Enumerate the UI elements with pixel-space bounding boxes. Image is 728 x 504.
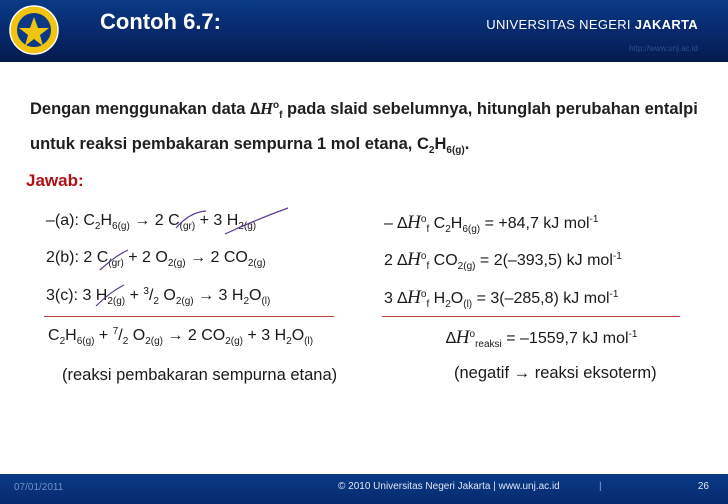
- eq-text: H: [429, 290, 446, 307]
- footer-separator: |: [599, 481, 602, 492]
- eq-text: → 2 CO: [162, 327, 226, 344]
- footer-date: 07/01/2011: [14, 482, 64, 493]
- eq-text: = –1559,7 kJ mol: [501, 330, 629, 347]
- university-emph: JAKARTA: [634, 17, 698, 32]
- eq-text: –(a): C: [46, 212, 95, 229]
- eq-sup: o: [469, 329, 476, 340]
- eq-sup: o: [420, 251, 427, 262]
- eq-text: → 3 H: [193, 287, 244, 304]
- eq-text: O: [158, 287, 176, 304]
- eq-sub: 2: [445, 224, 451, 235]
- eq-text: H: [100, 212, 113, 229]
- eq-text: O: [128, 327, 146, 344]
- eq-sub: 2: [59, 336, 66, 347]
- eq-sub: (l): [463, 299, 473, 310]
- formula-text: H: [434, 135, 447, 153]
- eq-text: → 2 CO: [185, 249, 248, 266]
- eq-sub: 6(g): [112, 221, 130, 232]
- eq-sub: 2(g): [238, 221, 257, 232]
- footer-copyright: © 2010 Universitas Negeri Jakarta | www.unj.ac.id: [338, 481, 560, 492]
- enthalpy-symbol: H: [407, 212, 421, 233]
- eq-text: /: [148, 287, 154, 304]
- question-line-2: [30, 135, 469, 154]
- eq-sub: 6(g): [462, 224, 481, 235]
- eq-sub: (l): [261, 296, 271, 307]
- header-url: http://www.unj.ac.id: [629, 44, 698, 53]
- eq-sup: -1: [612, 251, 622, 262]
- question-text: untuk reaksi pembakaran sempurna 1 mol etana, C: [30, 135, 429, 153]
- question-text: Dengan menggunakan data: [30, 100, 251, 118]
- eq-sub: f: [426, 224, 430, 235]
- reaction-b-enthalpy: [384, 249, 622, 271]
- eq-text: 3 ∆: [384, 290, 408, 307]
- footer-bar: [0, 474, 728, 504]
- eq-sub: (gr): [108, 258, 124, 269]
- eq-sup: o: [420, 289, 427, 300]
- eq-text: – ∆: [384, 215, 408, 232]
- eq-sub: 2(g): [457, 261, 476, 272]
- eq-text: + 3 H: [195, 212, 239, 229]
- enthalpy-symbol: H: [455, 327, 470, 348]
- page-number: 26: [697, 481, 709, 492]
- delta-symbol: ∆: [446, 330, 456, 347]
- eq-sup: o: [420, 214, 427, 225]
- eq-text: = 2(–393,5) kJ mol: [475, 252, 613, 269]
- eq-text: = 3(–285,8) kJ mol: [472, 290, 610, 307]
- eq-text: /: [118, 327, 123, 344]
- slide-title: Contoh 6.7:: [100, 9, 221, 34]
- eq-text: C: [48, 327, 60, 344]
- enthalpy-symbol: H: [260, 99, 273, 118]
- eq-sub: 6(g): [76, 336, 95, 347]
- note-right: (negatif → reaksi eksoterm): [454, 364, 657, 382]
- eq-text: H: [450, 215, 463, 232]
- eq-sup: -1: [609, 289, 619, 300]
- university-prefix: UNIVERSITAS NEGERI: [486, 17, 631, 32]
- sum-line-left: [44, 316, 334, 317]
- eq-sup: -1: [628, 329, 638, 340]
- eq-sub: 2: [122, 336, 129, 347]
- overall-enthalpy: [446, 327, 637, 349]
- eq-sub: reaksi: [475, 339, 502, 350]
- question-line-1: [30, 99, 698, 119]
- university-name: [486, 17, 698, 32]
- answer-label: Jawab:: [26, 171, 84, 190]
- eq-text: +: [125, 287, 144, 304]
- question-text: pada slaid sebelumnya, hitunglah perubahan entalpi: [282, 100, 698, 118]
- eq-text: O: [249, 287, 262, 304]
- question-text: .: [464, 135, 470, 153]
- eq-sub: 2: [153, 296, 159, 307]
- eq-sub: 2(g): [167, 258, 186, 269]
- sum-line-right: [382, 316, 680, 317]
- overall-equation: [48, 327, 313, 345]
- eq-text: 3(c): 3 H: [46, 287, 108, 304]
- unj-logo-icon: [8, 4, 60, 56]
- reaction-a-equation: [46, 212, 256, 230]
- eq-sub: 2: [286, 336, 292, 347]
- formula-subscript: 2: [428, 145, 435, 156]
- eq-text: + 2 O: [123, 249, 168, 266]
- eq-sub: (gr): [179, 221, 196, 232]
- eq-sub: f: [426, 261, 430, 272]
- eq-sub: f: [426, 299, 430, 310]
- eq-text: + 3 H: [243, 327, 287, 344]
- header-banner: [0, 0, 728, 62]
- eq-text: 2 ∆: [384, 252, 408, 269]
- eq-sup: 7: [112, 326, 119, 337]
- eq-sub: 2: [94, 221, 101, 232]
- eq-sub: 2(g): [145, 336, 163, 347]
- reaction-a-enthalpy: [384, 212, 598, 234]
- eq-sup: 3: [143, 286, 149, 297]
- eq-sub: 2(g): [175, 296, 194, 307]
- eq-sup: -1: [589, 214, 599, 225]
- enthalpy-symbol: H: [407, 249, 421, 270]
- eq-sub: 2(g): [247, 258, 266, 269]
- eq-text: 2(b): 2 C: [46, 249, 109, 266]
- eq-text: +: [94, 327, 113, 344]
- eq-sub: (l): [304, 336, 314, 347]
- eq-text: CO: [429, 252, 458, 269]
- eq-text: O: [291, 327, 305, 344]
- eq-text: O: [450, 290, 464, 307]
- note-left: (reaksi pembakaran sempurna etana): [62, 366, 338, 384]
- eq-text: = +84,7 kJ mol: [480, 215, 590, 232]
- standard-superscript: o: [273, 100, 280, 111]
- formation-subscript: f: [279, 110, 283, 121]
- eq-sub: 2(g): [225, 336, 244, 347]
- enthalpy-symbol: H: [407, 287, 421, 308]
- reaction-c-enthalpy: [384, 287, 618, 309]
- formula-subscript: 6(g): [446, 145, 465, 156]
- delta-symbol: ∆: [250, 100, 261, 118]
- eq-sub: 2: [445, 299, 451, 310]
- eq-text: → 2 C: [129, 212, 180, 229]
- reaction-c-equation: [46, 287, 270, 305]
- eq-text: H: [65, 327, 77, 344]
- eq-sub: 2(g): [107, 296, 126, 307]
- reaction-b-equation: [46, 249, 266, 267]
- eq-text: C: [429, 215, 446, 232]
- eq-sub: 2: [243, 296, 249, 307]
